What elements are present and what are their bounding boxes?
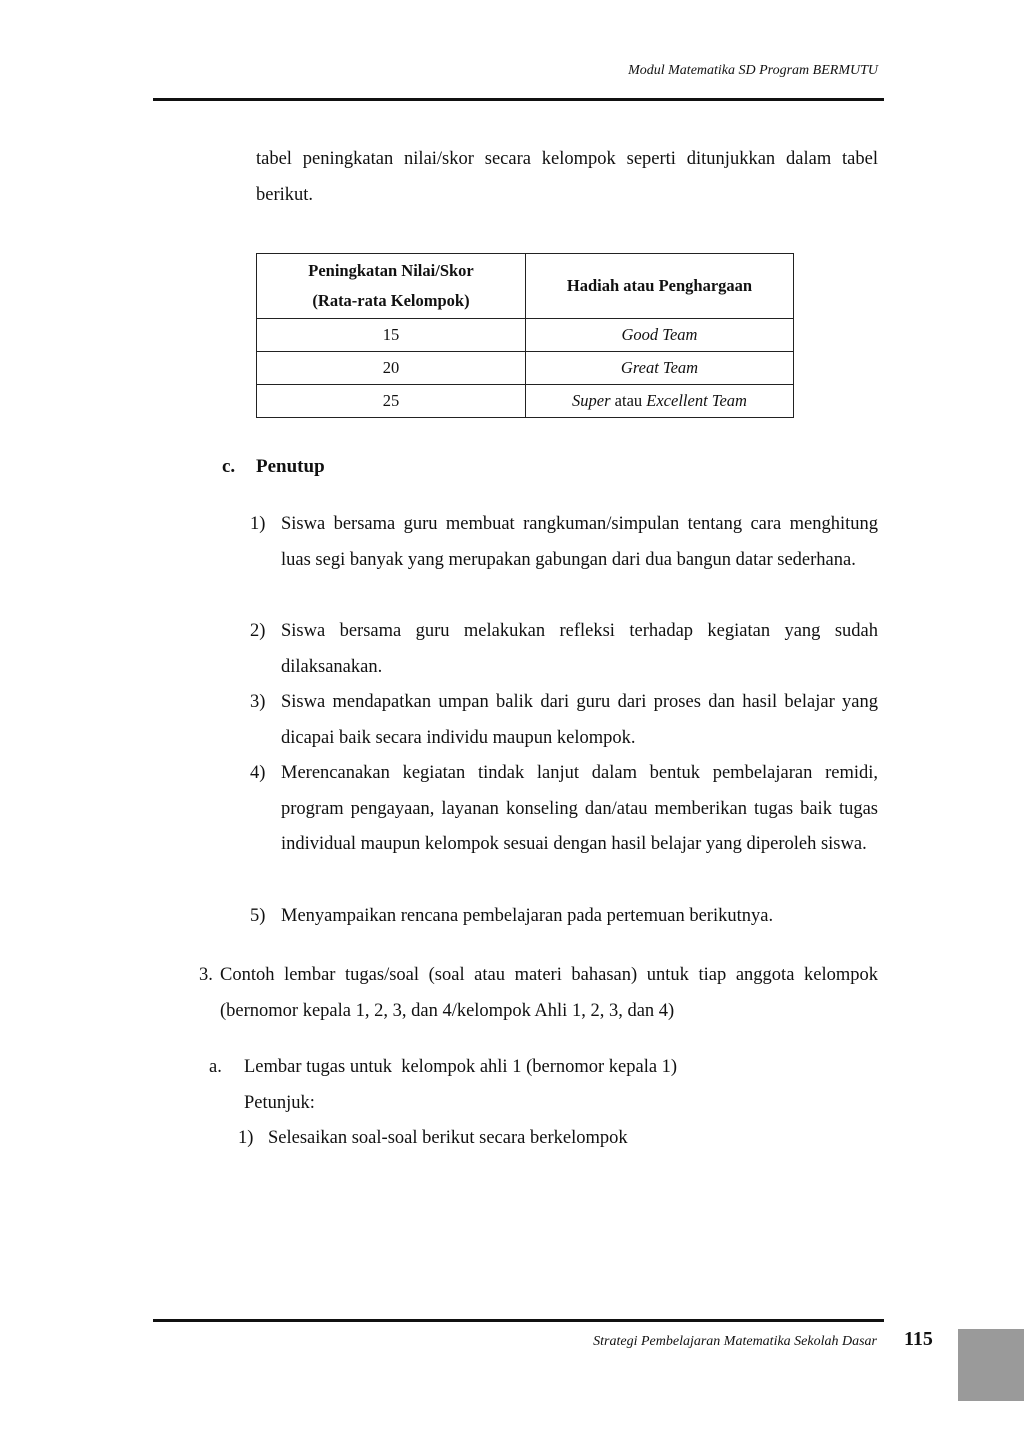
intro-paragraph: tabel peningkatan nilai/skor secara kelompok seperti ditunjukkan dalam tabel berikut.	[256, 149, 878, 205]
reward-text-a: Super	[572, 391, 611, 410]
list-item-text: Siswa mendapatkan umpan balik dari guru dari proses dan hasil belajar yang dicapai baik secara individu maupun kelompok.	[281, 692, 878, 748]
running-footer: Strategi Pembelajaran Matematika Sekolah Dasar	[593, 1334, 877, 1349]
reward-cell	[526, 319, 794, 352]
score-cell: 15	[257, 319, 526, 352]
header-score-line2: (Rata-rata Kelompok)	[312, 291, 470, 310]
list-item-text: Siswa bersama guru membuat rangkuman/simpulan tentang cara menghitung luas segi banyak yang merupakan gabungan dari dua bangun datar sederhana.	[281, 514, 878, 570]
list-item-text: Menyampaikan rencana pembelajaran pada pertemuan berikutnya.	[281, 906, 774, 926]
list-item-number: 5)	[250, 906, 266, 926]
sub-a-label: a.	[209, 1057, 222, 1077]
running-header: Modul Matematika SD Program BERMUTU	[628, 63, 878, 78]
score-cell: 25	[257, 385, 526, 418]
section-c-title: Penutup	[256, 456, 325, 477]
reward-text-b: atau	[610, 391, 647, 410]
list-item-number: 3)	[250, 692, 266, 712]
reward-text-c: Excellent Team	[646, 391, 747, 410]
table-row	[257, 352, 794, 385]
paragraph-number: 3.	[199, 965, 213, 985]
reward-cell	[526, 352, 794, 385]
reward-text: Good Team	[621, 325, 698, 344]
list-item-number: 4)	[250, 763, 266, 783]
instruction-number: 1)	[238, 1128, 254, 1148]
list-item-text: Siswa bersama guru melakukan refleksi terhadap kegiatan yang sudah dilaksanakan.	[281, 621, 878, 677]
reward-table	[256, 253, 794, 418]
score-cell: 20	[257, 352, 526, 385]
list-item-number: 1)	[250, 514, 266, 534]
header-rule	[153, 98, 884, 101]
table-header-row	[257, 254, 794, 319]
petunjuk-label: Petunjuk:	[244, 1093, 315, 1113]
reward-text: Great Team	[620, 358, 699, 377]
section-c-label: c.	[222, 456, 236, 477]
paragraph-text: Contoh lembar tugas/soal (soal atau materi bahasan) untuk tiap anggota kelompok (bernomor kepala 1, 2, 3, dan 4/kelompok Ahli 1, 2, 3, dan 4)	[220, 965, 878, 1021]
list-item-number: 2)	[250, 621, 266, 641]
page-number: 115	[904, 1328, 933, 1350]
header-reward-column: Hadiah atau Penghargaan	[526, 254, 794, 319]
instruction-text: Selesaikan soal-soal berikut secara berkelompok	[268, 1128, 628, 1148]
footer-rule	[153, 1319, 884, 1322]
table-row	[257, 319, 794, 352]
list-item-text: Merencanakan kegiatan tindak lanjut dalam bentuk pembelajaran remidi, program pengayaan, layanan konseling dan/atau memberikan tugas baik tugas individual maupun kelompok sesuai dengan hasil belajar yang diperoleh siswa.	[281, 763, 878, 854]
table-row	[257, 385, 794, 418]
reward-cell	[526, 385, 794, 418]
page-tab-marker	[958, 1329, 1024, 1401]
header-score-line1: Peningkatan Nilai/Skor	[308, 261, 474, 280]
sub-a-text: Lembar tugas untuk kelompok ahli 1 (bernomor kepala 1)	[244, 1057, 678, 1077]
header-score-column	[257, 254, 526, 319]
